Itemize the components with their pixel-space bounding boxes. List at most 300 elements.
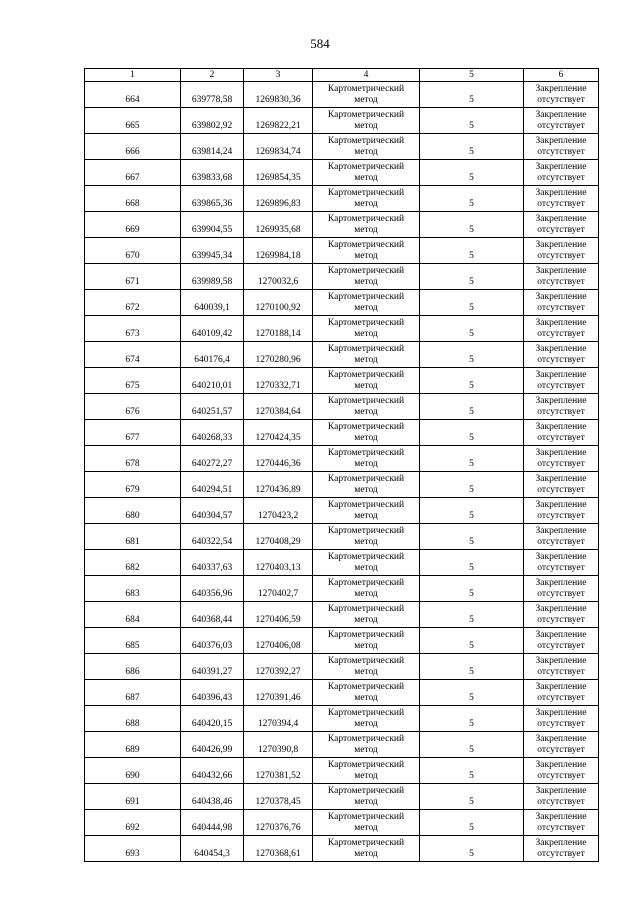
coordinate-y: 1270408,29: [244, 524, 313, 550]
fixing-line1: Закрепление: [535, 109, 587, 120]
method-line1: Картометрический: [327, 135, 405, 146]
coordinate-x: 639814,24: [181, 134, 244, 160]
method-line1: Картометрический: [327, 109, 405, 120]
coordinate-y: 1270403,13: [244, 550, 313, 576]
point-number: 685: [85, 628, 181, 654]
coordinate-x: 639865,36: [181, 186, 244, 212]
header-cell: 1: [85, 69, 181, 82]
table-row: [85, 82, 599, 108]
accuracy-cell: 5: [420, 212, 524, 238]
method-line1: Картометрический: [327, 499, 405, 510]
fixing-cell: [524, 472, 599, 498]
method-line2: метод: [354, 744, 378, 755]
coordinate-y: 1270280,96: [244, 342, 313, 368]
coordinate-x: 639904,55: [181, 212, 244, 238]
method-line1: Картометрический: [327, 577, 405, 588]
method-line2: метод: [354, 562, 378, 573]
point-number: 664: [85, 82, 181, 108]
point-number: 690: [85, 758, 181, 784]
method-line1: Картометрический: [327, 785, 405, 796]
point-number: 686: [85, 654, 181, 680]
fixing-line1: Закрепление: [535, 681, 587, 692]
coordinate-x: 640251,57: [181, 394, 244, 420]
method-cell: [313, 472, 420, 498]
header-cell: 5: [420, 69, 524, 82]
table-row: [85, 602, 599, 628]
method-line2: метод: [354, 640, 378, 651]
header-cell: 3: [244, 69, 313, 82]
coordinate-y: 1269834,74: [244, 134, 313, 160]
header-cell: 4: [313, 69, 420, 82]
method-line1: Картометрический: [327, 733, 405, 744]
fixing-cell: [524, 706, 599, 732]
method-line1: Картометрический: [327, 837, 405, 848]
accuracy-cell: 5: [420, 628, 524, 654]
accuracy-cell: 5: [420, 342, 524, 368]
fixing-line1: Закрепление: [535, 447, 587, 458]
fixing-line2: отсутствует: [537, 536, 585, 547]
method-line2: метод: [354, 276, 378, 287]
method-cell: [313, 654, 420, 680]
header-cell: 6: [524, 69, 599, 82]
method-cell: [313, 212, 420, 238]
method-line1: Картометрический: [327, 213, 405, 224]
method-line1: Картометрический: [327, 161, 405, 172]
table-row: [85, 316, 599, 342]
method-cell: [313, 706, 420, 732]
coordinate-y: 1269896,83: [244, 186, 313, 212]
accuracy-cell: 5: [420, 238, 524, 264]
fixing-line1: Закрепление: [535, 421, 587, 432]
coordinate-x: 640356,96: [181, 576, 244, 602]
fixing-line1: Закрепление: [535, 655, 587, 666]
fixing-line1: Закрепление: [535, 265, 587, 276]
fixing-line2: отсутствует: [537, 276, 585, 287]
method-cell: [313, 446, 420, 472]
fixing-cell: [524, 758, 599, 784]
fixing-line2: отсутствует: [537, 848, 585, 859]
fixing-line1: Закрепление: [535, 577, 587, 588]
point-number: 683: [85, 576, 181, 602]
header-row: [85, 69, 599, 82]
fixing-line1: Закрепление: [535, 135, 587, 146]
method-cell: [313, 524, 420, 550]
method-line1: Картометрический: [327, 759, 405, 770]
method-line2: метод: [354, 536, 378, 547]
accuracy-cell: 5: [420, 836, 524, 862]
coordinate-x: 640376,03: [181, 628, 244, 654]
point-number: 691: [85, 784, 181, 810]
method-line2: метод: [354, 718, 378, 729]
table-row: [85, 342, 599, 368]
method-line2: метод: [354, 354, 378, 365]
accuracy-cell: 5: [420, 394, 524, 420]
fixing-cell: [524, 212, 599, 238]
coordinate-x: 640322,54: [181, 524, 244, 550]
fixing-cell: [524, 290, 599, 316]
coordinate-y: 1269822,21: [244, 108, 313, 134]
method-line1: Картометрический: [327, 239, 405, 250]
method-line2: метод: [354, 406, 378, 417]
fixing-line1: Закрепление: [535, 213, 587, 224]
table-row: [85, 186, 599, 212]
method-line2: метод: [354, 120, 378, 131]
fixing-line1: Закрепление: [535, 369, 587, 380]
accuracy-cell: 5: [420, 186, 524, 212]
accuracy-cell: 5: [420, 498, 524, 524]
method-cell: [313, 290, 420, 316]
table-row: [85, 472, 599, 498]
fixing-cell: [524, 550, 599, 576]
method-line2: метод: [354, 172, 378, 183]
fixing-line2: отсутствует: [537, 432, 585, 443]
method-line2: метод: [354, 848, 378, 859]
method-line2: метод: [354, 94, 378, 105]
fixing-line2: отсутствует: [537, 406, 585, 417]
coordinate-x: 640109,42: [181, 316, 244, 342]
fixing-cell: [524, 160, 599, 186]
point-number: 672: [85, 290, 181, 316]
method-line2: метод: [354, 666, 378, 677]
method-line2: метод: [354, 380, 378, 391]
table-row: [85, 784, 599, 810]
fixing-line1: Закрепление: [535, 83, 587, 94]
point-number: 684: [85, 602, 181, 628]
table-row: [85, 654, 599, 680]
fixing-line2: отсутствует: [537, 250, 585, 261]
point-number: 670: [85, 238, 181, 264]
point-number: 671: [85, 264, 181, 290]
method-line2: метод: [354, 614, 378, 625]
method-line2: метод: [354, 510, 378, 521]
method-line2: метод: [354, 302, 378, 313]
fixing-line2: отсутствует: [537, 94, 585, 105]
fixing-line1: Закрепление: [535, 317, 587, 328]
method-cell: [313, 784, 420, 810]
fixing-line2: отсутствует: [537, 770, 585, 781]
method-cell: [313, 186, 420, 212]
method-cell: [313, 498, 420, 524]
fixing-cell: [524, 186, 599, 212]
point-number: 673: [85, 316, 181, 342]
table-row: [85, 680, 599, 706]
coordinate-y: 1269935,68: [244, 212, 313, 238]
method-line1: Картометрический: [327, 187, 405, 198]
table-row: [85, 134, 599, 160]
method-cell: [313, 264, 420, 290]
table-row: [85, 576, 599, 602]
table-row: [85, 758, 599, 784]
method-cell: [313, 134, 420, 160]
coordinate-x: 640272,27: [181, 446, 244, 472]
fixing-cell: [524, 602, 599, 628]
table-row: [85, 836, 599, 862]
fixing-line1: Закрепление: [535, 161, 587, 172]
method-cell: [313, 316, 420, 342]
fixing-line1: Закрепление: [535, 785, 587, 796]
coordinate-x: 639945,34: [181, 238, 244, 264]
header-cell: 2: [181, 69, 244, 82]
fixing-cell: [524, 108, 599, 134]
method-line2: метод: [354, 692, 378, 703]
coordinate-y: 1270378,45: [244, 784, 313, 810]
fixing-line1: Закрепление: [535, 499, 587, 510]
point-number: 668: [85, 186, 181, 212]
coordinate-x: 640268,33: [181, 420, 244, 446]
accuracy-cell: 5: [420, 290, 524, 316]
coordinate-y: 1270423,2: [244, 498, 313, 524]
point-number: 678: [85, 446, 181, 472]
table-row: [85, 420, 599, 446]
table-row: [85, 524, 599, 550]
coordinate-y: 1269854,35: [244, 160, 313, 186]
coordinate-y: 1270100,92: [244, 290, 313, 316]
accuracy-cell: 5: [420, 472, 524, 498]
coordinate-x: 640432,66: [181, 758, 244, 784]
method-line1: Картометрический: [327, 473, 405, 484]
accuracy-cell: 5: [420, 264, 524, 290]
table-row: [85, 264, 599, 290]
point-number: 680: [85, 498, 181, 524]
method-line2: метод: [354, 458, 378, 469]
coordinate-x: 640420,15: [181, 706, 244, 732]
method-line1: Картометрический: [327, 265, 405, 276]
table-row: [85, 368, 599, 394]
coordinate-y: 1270446,36: [244, 446, 313, 472]
fixing-line1: Закрепление: [535, 239, 587, 250]
point-number: 692: [85, 810, 181, 836]
fixing-line1: Закрепление: [535, 811, 587, 822]
fixing-line1: Закрепление: [535, 343, 587, 354]
method-line1: Картометрический: [327, 395, 405, 406]
coordinate-x: 640176,4: [181, 342, 244, 368]
table-row: [85, 550, 599, 576]
accuracy-cell: 5: [420, 550, 524, 576]
fixing-line2: отсутствует: [537, 796, 585, 807]
fixing-line1: Закрепление: [535, 525, 587, 536]
fixing-line2: отсутствует: [537, 354, 585, 365]
point-number: 676: [85, 394, 181, 420]
accuracy-cell: 5: [420, 654, 524, 680]
method-line1: Картометрический: [327, 447, 405, 458]
coordinate-x: 639778,58: [181, 82, 244, 108]
table-row: [85, 108, 599, 134]
method-line2: метод: [354, 770, 378, 781]
fixing-line2: отсутствует: [537, 302, 585, 313]
fixing-line1: Закрепление: [535, 603, 587, 614]
accuracy-cell: 5: [420, 368, 524, 394]
fixing-line2: отсутствует: [537, 510, 585, 521]
accuracy-cell: 5: [420, 758, 524, 784]
method-cell: [313, 108, 420, 134]
fixing-line2: отсутствует: [537, 614, 585, 625]
fixing-line2: отсутствует: [537, 666, 585, 677]
method-line1: Картометрический: [327, 603, 405, 614]
fixing-cell: [524, 810, 599, 836]
coordinate-x: 639989,58: [181, 264, 244, 290]
method-line1: Картометрический: [327, 317, 405, 328]
accuracy-cell: 5: [420, 784, 524, 810]
coordinate-x: 640444,98: [181, 810, 244, 836]
point-number: 677: [85, 420, 181, 446]
point-number: 693: [85, 836, 181, 862]
coordinate-y: 1270392,27: [244, 654, 313, 680]
coordinate-y: 1269830,36: [244, 82, 313, 108]
fixing-cell: [524, 576, 599, 602]
method-cell: [313, 238, 420, 264]
fixing-cell: [524, 134, 599, 160]
coordinate-x: 640391,27: [181, 654, 244, 680]
fixing-line2: отсутствует: [537, 588, 585, 599]
fixing-cell: [524, 498, 599, 524]
fixing-cell: [524, 82, 599, 108]
fixing-cell: [524, 368, 599, 394]
method-line1: Картометрический: [327, 83, 405, 94]
fixing-line2: отсутствует: [537, 744, 585, 755]
coordinate-x: 640337,63: [181, 550, 244, 576]
table-row: [85, 446, 599, 472]
accuracy-cell: 5: [420, 810, 524, 836]
method-cell: [313, 680, 420, 706]
method-cell: [313, 368, 420, 394]
fixing-line1: Закрепление: [535, 551, 587, 562]
table-row: [85, 290, 599, 316]
coordinate-y: 1269984,18: [244, 238, 313, 264]
fixing-line2: отсутствует: [537, 224, 585, 235]
point-number: 666: [85, 134, 181, 160]
fixing-line1: Закрепление: [535, 291, 587, 302]
coordinate-x: 640454,3: [181, 836, 244, 862]
method-line1: Картометрический: [327, 421, 405, 432]
fixing-line2: отсутствует: [537, 484, 585, 495]
fixing-cell: [524, 342, 599, 368]
accuracy-cell: 5: [420, 602, 524, 628]
fixing-cell: [524, 628, 599, 654]
method-cell: [313, 82, 420, 108]
coordinate-y: 1270032,6: [244, 264, 313, 290]
fixing-cell: [524, 420, 599, 446]
fixing-line2: отсутствует: [537, 120, 585, 131]
method-cell: [313, 394, 420, 420]
table-row: [85, 238, 599, 264]
accuracy-cell: 5: [420, 446, 524, 472]
fixing-cell: [524, 264, 599, 290]
method-cell: [313, 342, 420, 368]
method-cell: [313, 732, 420, 758]
method-cell: [313, 758, 420, 784]
accuracy-cell: 5: [420, 420, 524, 446]
point-number: 681: [85, 524, 181, 550]
accuracy-cell: 5: [420, 108, 524, 134]
fixing-line2: отсутствует: [537, 198, 585, 209]
accuracy-cell: 5: [420, 134, 524, 160]
coordinate-x: 640210,01: [181, 368, 244, 394]
fixing-cell: [524, 316, 599, 342]
coordinates-table: [84, 68, 599, 862]
coordinate-y: 1270384,64: [244, 394, 313, 420]
fixing-line2: отсутствует: [537, 822, 585, 833]
fixing-line1: Закрепление: [535, 707, 587, 718]
accuracy-cell: 5: [420, 706, 524, 732]
coordinate-x: 640039,1: [181, 290, 244, 316]
fixing-line1: Закрепление: [535, 733, 587, 744]
method-line2: метод: [354, 588, 378, 599]
fixing-line2: отсутствует: [537, 692, 585, 703]
fixing-line2: отсутствует: [537, 172, 585, 183]
method-cell: [313, 628, 420, 654]
point-number: 675: [85, 368, 181, 394]
point-number: 674: [85, 342, 181, 368]
fixing-cell: [524, 784, 599, 810]
fixing-line2: отсутствует: [537, 562, 585, 573]
point-number: 669: [85, 212, 181, 238]
point-number: 687: [85, 680, 181, 706]
coordinate-y: 1270390,8: [244, 732, 313, 758]
method-line2: метод: [354, 224, 378, 235]
coordinate-x: 639802,92: [181, 108, 244, 134]
fixing-cell: [524, 446, 599, 472]
method-line2: метод: [354, 432, 378, 443]
coordinate-y: 1270394,4: [244, 706, 313, 732]
coordinate-y: 1270391,46: [244, 680, 313, 706]
accuracy-cell: 5: [420, 732, 524, 758]
method-cell: [313, 420, 420, 446]
coordinate-x: 640438,46: [181, 784, 244, 810]
table-row: [85, 628, 599, 654]
coordinate-x: 639833,68: [181, 160, 244, 186]
accuracy-cell: 5: [420, 160, 524, 186]
method-line1: Картометрический: [327, 629, 405, 640]
method-cell: [313, 576, 420, 602]
coordinate-y: 1270402,7: [244, 576, 313, 602]
fixing-line2: отсутствует: [537, 380, 585, 391]
fixing-line1: Закрепление: [535, 759, 587, 770]
coordinate-x: 640368,44: [181, 602, 244, 628]
table-row: [85, 810, 599, 836]
fixing-line2: отсутствует: [537, 640, 585, 651]
method-line2: метод: [354, 822, 378, 833]
coordinate-x: 640396,43: [181, 680, 244, 706]
fixing-cell: [524, 654, 599, 680]
method-line1: Картометрический: [327, 369, 405, 380]
table-row: [85, 498, 599, 524]
coordinate-y: 1270406,08: [244, 628, 313, 654]
fixing-line1: Закрепление: [535, 187, 587, 198]
coordinate-x: 640304,57: [181, 498, 244, 524]
fixing-cell: [524, 732, 599, 758]
method-cell: [313, 810, 420, 836]
coordinate-y: 1270436,89: [244, 472, 313, 498]
fixing-line1: Закрепление: [535, 837, 587, 848]
accuracy-cell: 5: [420, 316, 524, 342]
fixing-line2: отсутствует: [537, 328, 585, 339]
table-row: [85, 160, 599, 186]
fixing-line1: Закрепление: [535, 629, 587, 640]
fixing-cell: [524, 836, 599, 862]
page-number: 584: [310, 36, 330, 51]
method-line2: метод: [354, 250, 378, 261]
method-line1: Картометрический: [327, 655, 405, 666]
method-line2: метод: [354, 146, 378, 157]
fixing-line2: отсутствует: [537, 718, 585, 729]
point-number: 665: [85, 108, 181, 134]
table-row: [85, 394, 599, 420]
coordinate-y: 1270332,71: [244, 368, 313, 394]
coordinate-y: 1270188,14: [244, 316, 313, 342]
method-line1: Картометрический: [327, 343, 405, 354]
method-line1: Картометрический: [327, 811, 405, 822]
accuracy-cell: 5: [420, 576, 524, 602]
